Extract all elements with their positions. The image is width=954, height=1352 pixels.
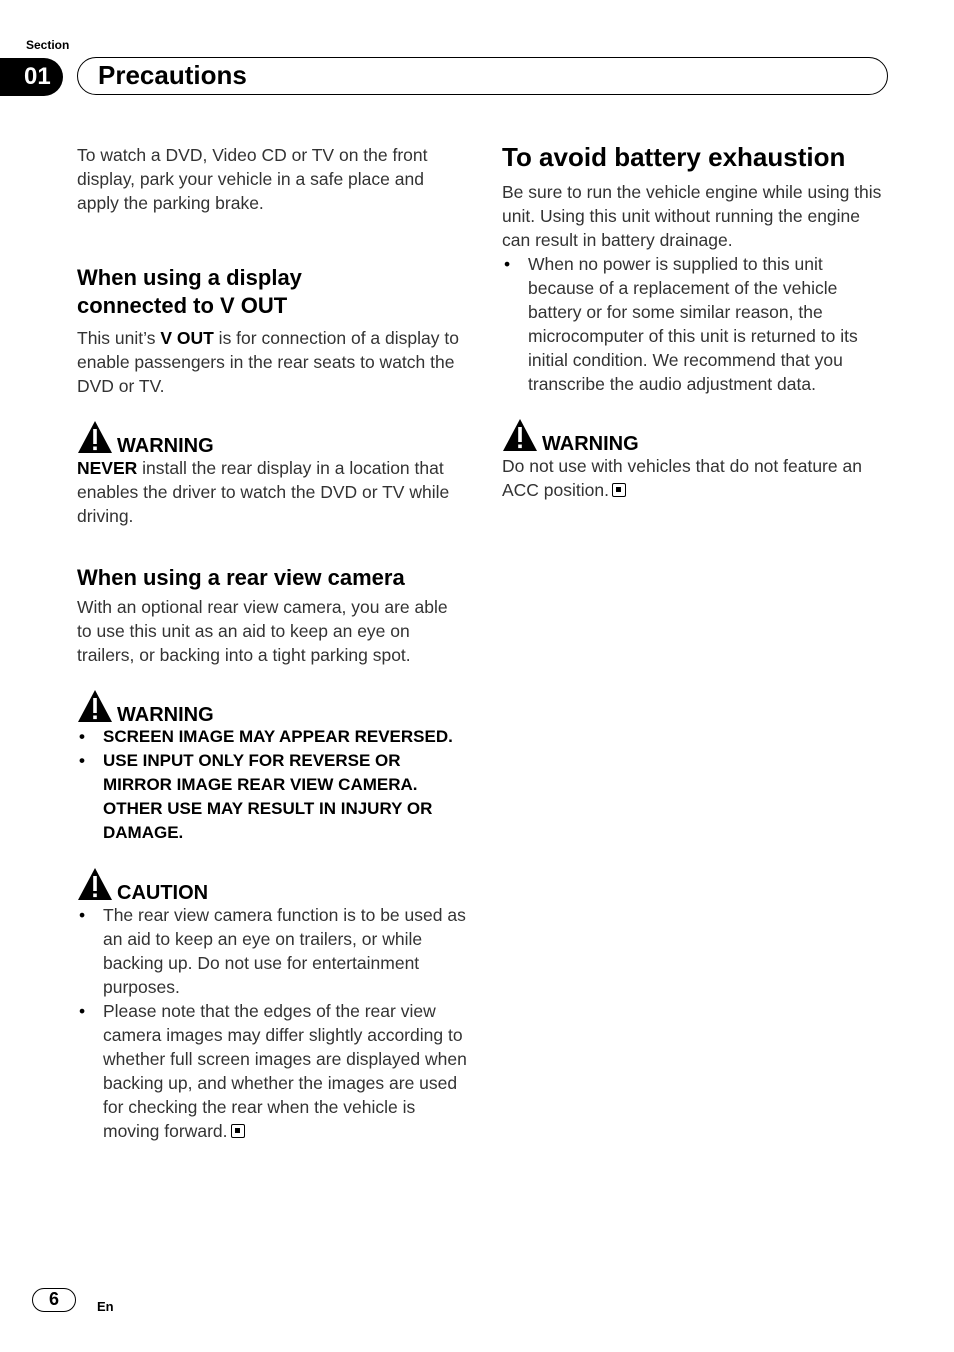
warning-triangle-icon: [77, 420, 113, 454]
caution-item: • The rear view camera function is to be used as an aid to keep an eye on trailers, or while backing up. Do not use for entertainment purposes.: [77, 903, 467, 999]
camera-heading: When using a rear view camera: [77, 565, 405, 590]
warning-heading-3: WARNING: [502, 418, 882, 452]
section-label: Section: [26, 38, 70, 52]
left-column: [77, 143, 467, 1143]
warning-1-text: NEVER install the rear display in a location that enables the driver to watch the DVD or TV while driving.: [77, 458, 450, 526]
intro-paragraph: To watch a DVD, Video CD or TV on the front display, park your vehicle in a safe place and apply the parking brake.: [77, 145, 428, 213]
warning-heading-2: WARNING: [77, 689, 467, 723]
camera-paragraph: With an optional rear view camera, you are able to use this unit as an aid to keep an eye on trailers, or backing into a tight parking spot.: [77, 597, 448, 665]
vout-term: V OUT: [160, 328, 214, 348]
caution-heading: CAUTION: [77, 867, 467, 901]
language-label: En: [97, 1299, 114, 1314]
battery-bullet: • When no power is supplied to this unit because of a replacement of the vehicle battery or for some similar reason, the microcomputer of this unit is returned to its initial condition. We recommend that you transcribe the audio adjustment data.: [502, 252, 882, 396]
page-title: Precautions: [98, 60, 247, 90]
caution-triangle-icon: [77, 867, 113, 901]
warning-2-item: • USE INPUT ONLY FOR REVERSE OR MIRROR IMAGE REAR VIEW CAMERA. OTHER USE MAY RESULT IN INJURY OR DAMAGE.: [77, 749, 467, 845]
warning-triangle-icon: [77, 689, 113, 723]
end-of-section-icon: [612, 483, 626, 497]
page-title-bar: [77, 57, 888, 95]
battery-paragraph: Be sure to run the vehicle engine while using this unit. Using this unit without running the engine can result in battery drainage.: [502, 182, 882, 250]
warning-3-text: Do not use with vehicles that do not feature an ACC position.: [502, 456, 862, 500]
right-column: [502, 140, 882, 502]
warning-heading-1: WARNING: [77, 420, 467, 454]
vout-heading: When using a display connected to V OUT: [77, 265, 302, 318]
section-number-badge: 01: [0, 58, 63, 96]
warning-triangle-icon: [502, 418, 538, 452]
battery-heading: To avoid battery exhaustion: [502, 142, 846, 172]
warning-2-item: • SCREEN IMAGE MAY APPEAR REVERSED.: [77, 725, 467, 749]
caution-item: • Please note that the edges of the rear view camera images may differ slightly according to whether full screen images are displayed when backing up, and whether the images are used for checking the rear when the vehicle is moving forward.: [77, 999, 467, 1143]
vout-paragraph: This unit’s V OUT is for connection of a display to enable passengers in the rear seats to watch the DVD or TV.: [77, 328, 459, 396]
end-of-section-icon: [231, 1124, 245, 1138]
page-number: 6: [32, 1288, 76, 1312]
